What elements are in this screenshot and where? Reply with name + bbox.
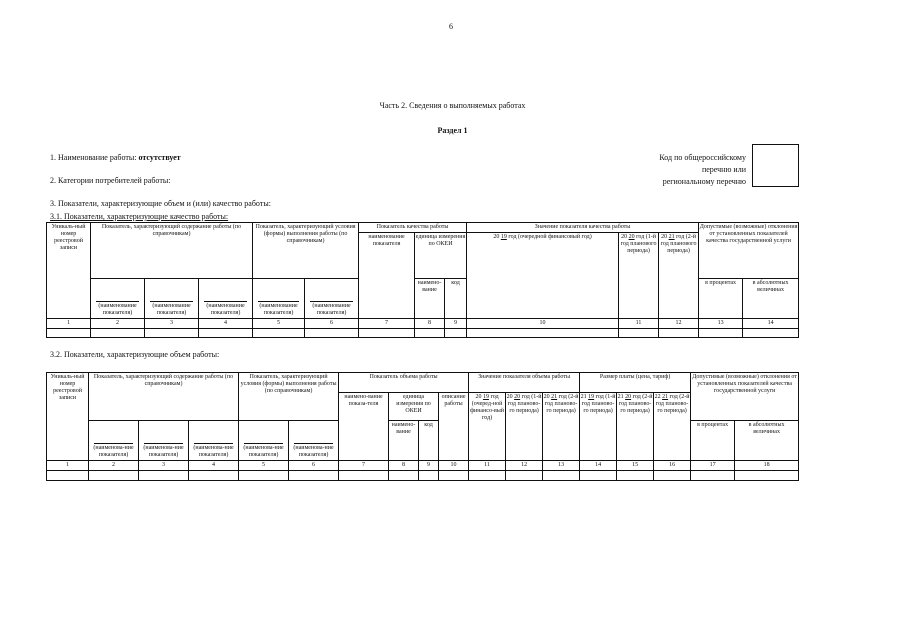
column-number: 4 (199, 319, 253, 329)
column-number: 17 (691, 461, 735, 471)
col-fee: Размер платы (цена, тариф) (580, 373, 691, 393)
col-quality-indicator: Показатель качества работы (359, 223, 467, 233)
col-indicator-name: наимено-вание показа-теля (339, 393, 389, 461)
data-cell[interactable] (145, 329, 199, 338)
data-cell[interactable] (659, 329, 699, 338)
column-number-row (47, 461, 799, 471)
column-number: 12 (659, 319, 699, 329)
data-cell[interactable] (189, 471, 239, 481)
data-cell[interactable] (253, 329, 305, 338)
data-cell[interactable] (419, 471, 439, 481)
col-content-indicator: Показатель, характеризующий содержание работы (по справочникам) (91, 223, 253, 279)
sub-indicator-name: (наименова-ние показателя) (289, 421, 339, 461)
col-volume-indicator: Показатель объема работы (339, 373, 469, 393)
col-year-3: 20 21 год (2-й год планового периода) (659, 233, 699, 319)
column-number: 9 (419, 461, 439, 471)
data-cell[interactable] (359, 329, 415, 338)
column-number: 18 (735, 461, 799, 471)
column-number: 14 (580, 461, 617, 471)
data-cell[interactable] (89, 471, 139, 481)
heading-3: 3. Показатели, характеризующие объем и (или) качество работы: (50, 199, 271, 208)
col-fee-year-2: 21 20 год (2-й год планово-го периода) (617, 393, 654, 461)
col-unit: единица измерения по ОКЕИ (415, 233, 467, 279)
col-deviation: Допустимые (возможные) отклонения от установленных показателей качества государственной услуги (691, 373, 799, 421)
data-cell[interactable] (699, 329, 743, 338)
empty-data-row (47, 329, 799, 338)
column-number: 16 (654, 461, 691, 471)
code-label-line: перечню или (701, 165, 746, 174)
code-label-line: Код по общероссийскому (659, 153, 746, 162)
data-cell[interactable] (415, 329, 445, 338)
data-cell[interactable] (47, 471, 89, 481)
column-number: 2 (91, 319, 145, 329)
data-cell[interactable] (239, 471, 289, 481)
column-number: 10 (467, 319, 619, 329)
sub-indicator-name: (наименование показателя) (305, 279, 359, 319)
column-number: 6 (305, 319, 359, 329)
data-cell[interactable] (289, 471, 339, 481)
work-name-value: отсутствует (138, 153, 181, 162)
data-cell[interactable] (691, 471, 735, 481)
col-absolute: в абсолютных величинах (743, 279, 799, 319)
data-cell[interactable] (445, 329, 467, 338)
col-unit-name: наимено-вание (389, 421, 419, 461)
registry-code-label (600, 152, 746, 188)
col-indicator-name: наименование показателя (359, 233, 415, 319)
column-number: 8 (389, 461, 419, 471)
code-label-line: региональному перечню (662, 177, 746, 186)
work-name-line (50, 153, 181, 162)
col-unique-number: Уникаль-ный номер реестровой записи (47, 373, 89, 461)
data-cell[interactable] (654, 471, 691, 481)
sub-indicator-name: (наименова-ние показателя) (139, 421, 189, 461)
column-number: 2 (89, 461, 139, 471)
data-cell[interactable] (339, 471, 389, 481)
col-fee-year-3: 22 21 год (2-й год планово-го периода) (654, 393, 691, 461)
sub-indicator-name: (наименование показателя) (91, 279, 145, 319)
sub-indicator-name: (наименование показателя) (253, 279, 305, 319)
col-quality-value: Значение показателя качества работы (467, 223, 699, 233)
section-title: Раздел 1 (437, 126, 468, 135)
data-cell[interactable] (47, 329, 91, 338)
col-deviation: Допустимые (возможные) отклонения от установленных показателей качества государственной услуги (699, 223, 799, 279)
col-conditions-indicator: Показатель, характеризующий условия (формы) выполнения работы (по справочникам) (239, 373, 339, 421)
col-unit-name: наимено-вание (415, 279, 445, 319)
column-number: 1 (47, 319, 91, 329)
heading-3-2: 3.2. Показатели, характеризующие объем работы: (50, 350, 220, 359)
data-cell[interactable] (139, 471, 189, 481)
column-number: 6 (289, 461, 339, 471)
col-content-indicator: Показатель, характеризующий содержание работы (по справочникам) (89, 373, 239, 421)
col-absolute: в абсолютных величинах (735, 421, 799, 461)
col-year-2: 20 20 год (1-й год планового периода) (619, 233, 659, 319)
column-number: 7 (339, 461, 389, 471)
column-number: 9 (445, 319, 467, 329)
col-year-1: 20 19 год (очередной финансовый год) (467, 233, 619, 319)
data-cell[interactable] (305, 329, 359, 338)
sub-indicator-name: (наименова-ние показателя) (89, 421, 139, 461)
column-number: 12 (506, 461, 543, 471)
data-cell[interactable] (91, 329, 145, 338)
sub-indicator-name: (наименование показателя) (145, 279, 199, 319)
data-cell[interactable] (735, 471, 799, 481)
column-number: 4 (189, 461, 239, 471)
column-number-row (47, 319, 799, 329)
column-number: 11 (469, 461, 506, 471)
col-unit-code: код (445, 279, 467, 319)
column-number: 5 (239, 461, 289, 471)
col-percent: в процентах (699, 279, 743, 319)
data-cell[interactable] (617, 471, 654, 481)
part-title: Часть 2. Сведения о выполняемых работах (379, 101, 526, 110)
col-conditions-indicator: Показатель, характеризующий условия (формы) выполнения работы (по справочникам) (253, 223, 359, 279)
col-unit-code: код (419, 421, 439, 461)
sub-indicator-name: (наименование показателя) (199, 279, 253, 319)
column-number: 13 (543, 461, 580, 471)
work-name-label: 1. Наименование работы: (50, 153, 137, 162)
column-number: 5 (253, 319, 305, 329)
col-value-year-1: 20 19 год (очеред-ной финансо-вый год) (469, 393, 506, 461)
column-number: 3 (139, 461, 189, 471)
data-cell[interactable] (469, 471, 506, 481)
page-number: 6 (449, 22, 453, 31)
column-number: 15 (617, 461, 654, 471)
col-value-year-3: 20 21 год (2-й год планово-го периода) (543, 393, 580, 461)
data-cell[interactable] (199, 329, 253, 338)
data-cell[interactable] (580, 471, 617, 481)
col-unit: единица измерения по ОКЕИ (389, 393, 439, 421)
data-cell[interactable] (467, 329, 619, 338)
heading-3-1: 3.1. Показатели, характеризующие качество работы: (50, 212, 229, 221)
data-cell[interactable] (506, 471, 543, 481)
col-work-description: описание работы (439, 393, 469, 461)
sub-indicator-name: (наименова-ние показателя) (239, 421, 289, 461)
data-cell[interactable] (439, 471, 469, 481)
registry-code-box[interactable] (752, 144, 799, 187)
col-unique-number: Уникаль-ный номер реестровой записи (47, 223, 91, 319)
column-number: 13 (699, 319, 743, 329)
data-cell[interactable] (743, 329, 799, 338)
col-value-year-2: 20 20 год (1-й год планово-го периода) (506, 393, 543, 461)
data-cell[interactable] (543, 471, 580, 481)
col-percent: в процентах (691, 421, 735, 461)
consumer-category-line: 2. Категории потребителей работы: (50, 176, 171, 185)
column-number: 11 (619, 319, 659, 329)
data-cell[interactable] (619, 329, 659, 338)
column-number: 1 (47, 461, 89, 471)
empty-data-row (47, 471, 799, 481)
column-number: 14 (743, 319, 799, 329)
column-number: 7 (359, 319, 415, 329)
sub-indicator-name: (наименова-ние показателя) (189, 421, 239, 461)
col-fee-year-1: 21 19 год (1-й год планово-го периода) (580, 393, 617, 461)
col-volume-value: Значение показателя объема работы (469, 373, 580, 393)
quality-table (46, 222, 799, 338)
column-number: 8 (415, 319, 445, 329)
data-cell[interactable] (389, 471, 419, 481)
volume-table (46, 372, 799, 481)
column-number: 3 (145, 319, 199, 329)
column-number: 10 (439, 461, 469, 471)
